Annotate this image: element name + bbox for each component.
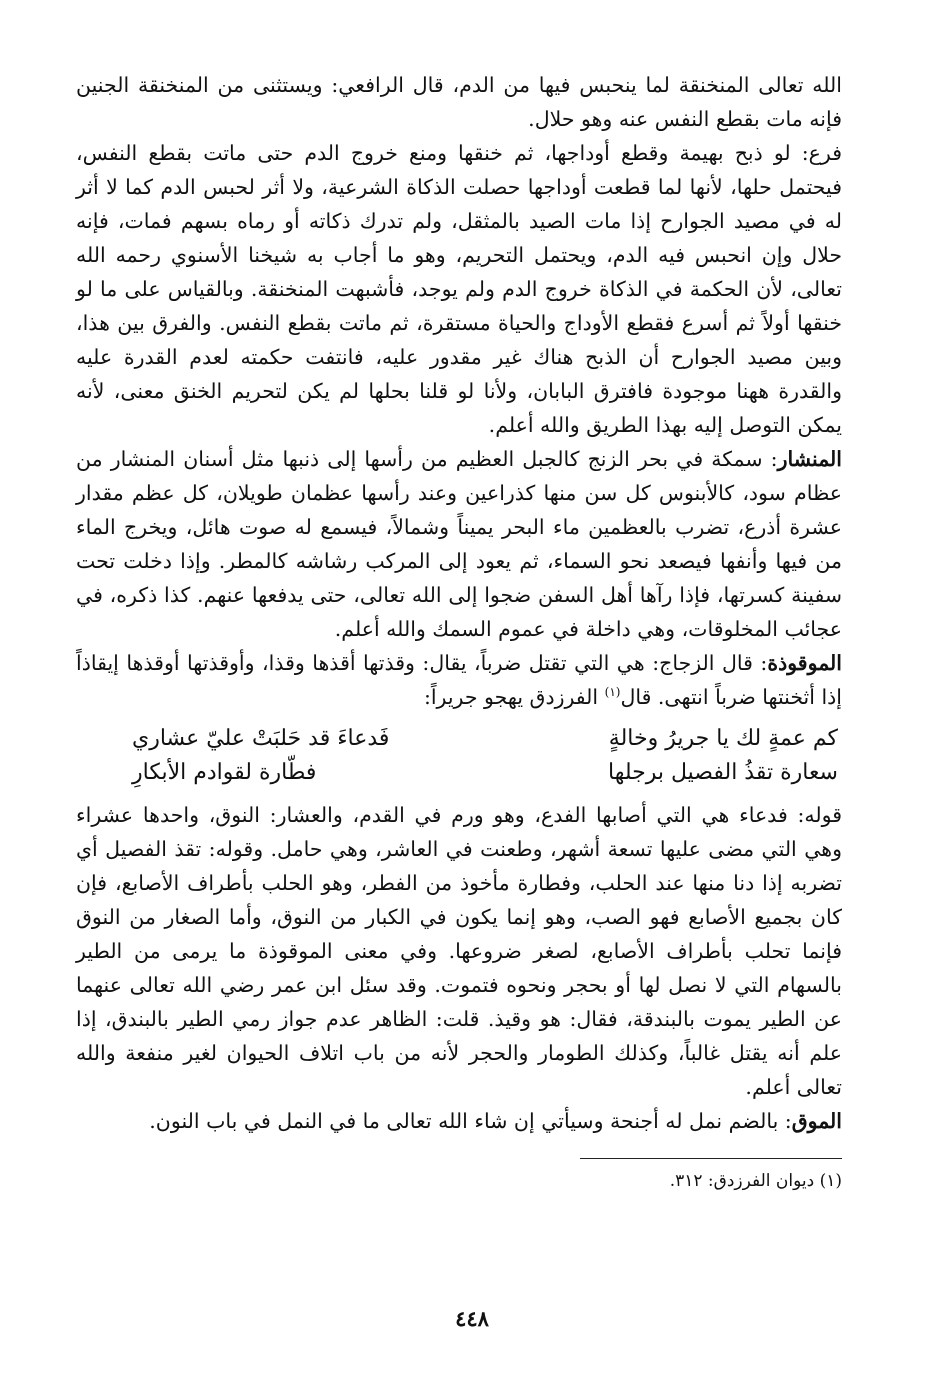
paragraph-commentary: [76, 798, 842, 1104]
entry-muq: [76, 1104, 842, 1138]
poem-verse-1-second: فَدعاءَ قد حَلبَتْ عليّ عشاري: [132, 726, 390, 751]
poem: [76, 722, 842, 790]
footnote: (١) ديوان الفرزدق: ٣١٢.: [669, 1171, 842, 1191]
footnote-ref[interactable]: (١): [604, 685, 621, 700]
paragraph-far-text: فرع: لو ذبح بهيمة وقطع أوداجها، ثم خنقها ومنع خروج الدم حتى ماتت بقطع النفس، فيحتمل حلها، لأنها لما قطعت أوداجها حصلت الذكاة الشرعية، ولا أثر لحبس الدم كما لا أثر له في مصيد الجوارح إذا مات الصيد بالمثقل، ولم تدرك ذكاته أو رماه بسهم فمات، فإنه حلال وإن انحبس فيه الدم، ويحتمل التحريم، وهو ما أجاب به شيخنا الأسنوي رحمه الله تعالى، لأن الحكمة في الذكاة خروج الدم ولم يوجد، فأشبهت المنخنقة. وبالقياس على ما لو خنقها أولاً ثم أسرع فقطع الأوداج والحياة مستقرة، ثم ماتت بقطع النفس. والفرق بين هذا، وبين مصيد الجوارح أن الذبح هناك غير مقدور عليه، فانتفت حكمته لعدم القدرة عليه والقدرة ههنا موجودة فافترق البابان، ولأنا لو قلنا بحلها لم يكن لتحريم الخنق معنى، لأنه يمكن التوصل إليه بهذا الطريق والله أعلم.: [76, 141, 842, 437]
poem-verse-1-first: كم عمةٍ لك يا جريرُ وخالةٍ: [608, 726, 838, 751]
entry-text-mawquda-b: الفرزدق يهجو جريراً:: [423, 685, 605, 709]
entry-text-mawquda-a: : قال الزجاج: هي التي تقتل ضرباً، يقال: وقذتها أقذها وقذا، وأوقذتها أوقذها إيقاذاً إذا أثخنتها ضرباً انتهى. قال: [76, 651, 842, 709]
entry-minshar: [76, 442, 842, 646]
footnote-divider: [580, 1158, 842, 1159]
poem-verse-2: [132, 756, 838, 790]
paragraph-commentary-text: قوله: فدعاء هي التي أصابها الفدع، وهو ورم في القدم، والعشار: النوق، واحدها عشراء وهي التي مضى عليها تسعة أشهر، وطعنت في العاشر، وهي حامل. وقوله: تقذ الفصيل أي تضربه إذا دنا منها عند الحلب، وفطارة مأخوذ من الفطر، وهو الحلب بأطراف الأصابع، فإن كان بجميع الأصابع فهو الصب، وهو إنما يكون في الكبار من النوق، وأما الصغار من النوق فإنما تحلب بأطراف الأصابع، لصغر ضروعها. وفي معنى الموقوذة ما يرمى من الطير بالسهام التي لا نصل لها أو بحجر ونحوه فتموت. وقد سئل ابن عمر رضي الله تعالى عنهما عن الطير يموت بالبندقة، فقال: هو وقيذ. قلت: الظاهر عدم جواز رمي الطير بالبندق، إذا علم أنه يقتل غالباً، وكذلك الطومار والحجر لأنه من باب اتلاف الحيوان لغير منفعة والله تعالى أعلم.: [76, 803, 842, 1099]
poem-verse-2-second: فطّارة لقوادم الأبكارِ: [132, 760, 317, 785]
paragraph-intro: [76, 68, 842, 136]
entry-mawquda: [76, 646, 842, 714]
poem-verse-2-first: سعارة تقذُ الفصيل برجلها: [608, 760, 838, 785]
entry-text-minshar: : سمكة في بحر الزنج كالجبل العظيم من رأسها إلى ذنبها مثل أسنان المنشار من عظام سود، كالأبنوس كل سن منها كذراعين وعند رأسها عظمان طويلان، كل عظم مقدار عشرة أذرع، تضرب بالعظمين ماء البحر يميناً وشمالاً، فيسمع له صوت هائل، ويخرج الماء من فيها وأنفها فيصعد نحو السماء، ثم يعود إلى المركب رشاشه كالمطر. وإذا دخلت تحت سفينة كسرتها، فإذا رآها أهل السفن ضجوا إلى الله تعالى، حتى يدفعها عنهم. كذا ذكره، في عجائب المخلوقات، وهي داخلة في عموم السمك والله أعلم.: [76, 447, 842, 641]
entry-term-minshar: المنشار: [777, 447, 842, 471]
poem-verse-1: [132, 722, 838, 756]
page-number: ٤٤٨: [455, 1306, 489, 1331]
paragraph-far: [76, 136, 842, 442]
entry-term-muq: الموق: [791, 1109, 842, 1133]
paragraph-intro-text: الله تعالى المنخنقة لما ينحبس فيها من الدم، قال الرافعي: ويستثنى من المنخنقة الجنين فإنه مات بقطع النفس عنه وهو حلال.: [76, 73, 842, 131]
entry-text-muq: : بالضم نمل له أجنحة وسيأتي إن شاء الله تعالى ما في النمل في باب النون.: [149, 1109, 792, 1133]
entry-term-mawquda: الموقوذة: [767, 651, 842, 675]
